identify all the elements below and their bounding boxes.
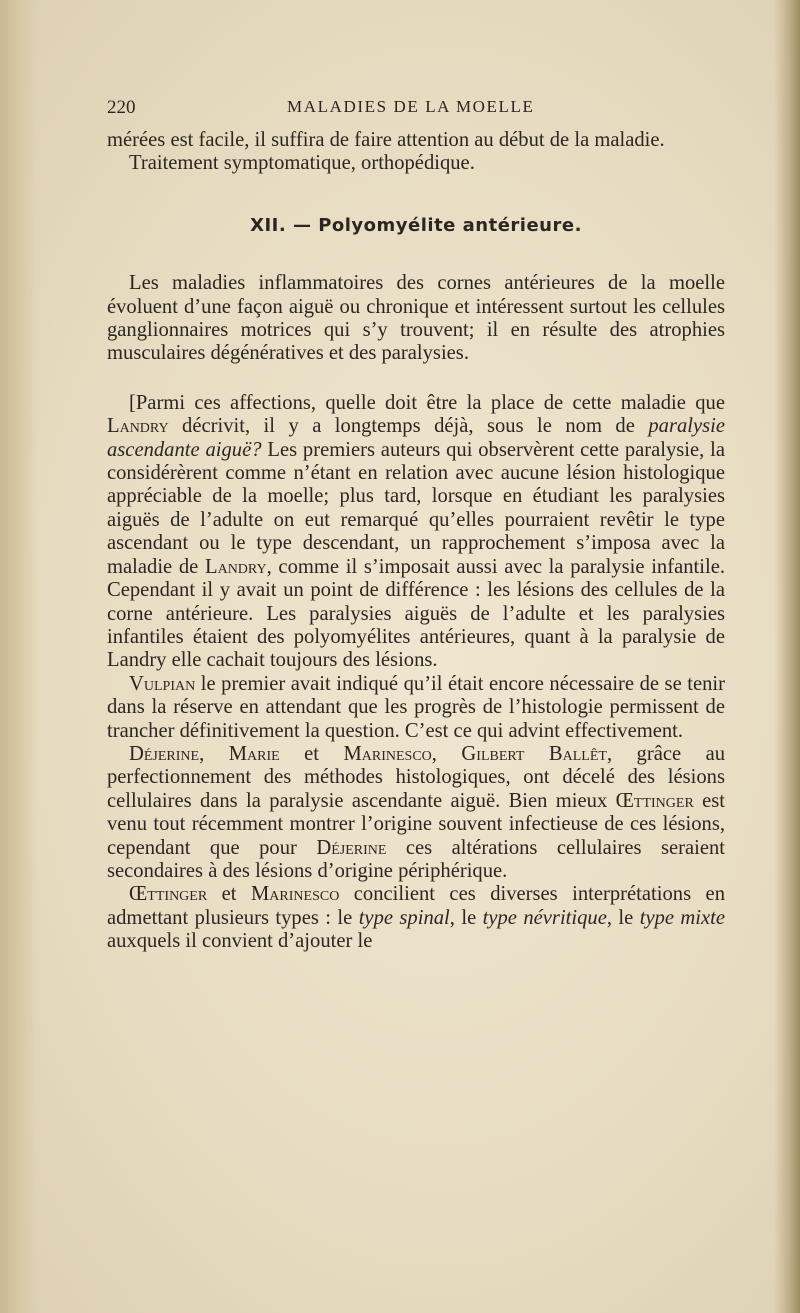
text-run: et xyxy=(207,883,251,906)
paragraph-treatment: Traitement symptomatique, orthopédique. xyxy=(129,152,475,175)
italic-term: paralysie ascendante aiguë? xyxy=(107,415,725,461)
text-run: , grâce au perfectionnement des méthodes histologiques, ont décelé des lésions cellulaires dans la paralysie ascendante aiguë. Bien mieux xyxy=(107,742,726,812)
text-run: et xyxy=(279,742,344,765)
section-title: XII. — Polyomyélite antérieure. xyxy=(250,214,582,236)
author-name: Marinesco xyxy=(250,883,340,906)
text-run: , le xyxy=(449,906,483,929)
author-name: Œttinger xyxy=(615,789,694,812)
author-name: Déjerine xyxy=(316,836,387,859)
text-run: auxquels il convient d’ajouter le xyxy=(107,930,373,953)
paragraph-vulpian xyxy=(107,673,725,743)
text-run: concilient ces diverses interprétations en admettant plusieurs types : le xyxy=(107,883,725,929)
italic-term: type névritique xyxy=(482,906,607,929)
text-run: est venu tout récemment montrer l’origine souvent infectieuse de ces lésions, cependant que pour xyxy=(107,789,725,859)
paragraph-oettinger xyxy=(107,883,725,953)
author-name: Marie xyxy=(228,742,280,765)
author-name: Gilbert Ballêt xyxy=(461,742,607,765)
author-name: Déjerine xyxy=(129,742,200,765)
paragraph-landry xyxy=(107,392,725,673)
paragraph-dejerine: Déjerine, Marie et Marinesco, Gilbert Ballêt, grâce au perfectionnement des méthodes histologiques, ont décelé des lésions cellulaires dans la paralysie ascendante aiguë. Bien mieux Œttinger est venu tout récemment montrer l’origine souvent infectieuse de ces lésions, cependant que pour Déjerine ces altérations cellulaires seraient secondaires à des lésions d’origine périphérique. xyxy=(107,742,726,882)
text-run: le premier avait indiqué qu’il était encore nécessaire de se tenir dans la réserve en attendant que les progrès de l’histologie permissent de trancher définitivement la question. C’est ce qui advint effectivement. xyxy=(107,672,725,742)
author-name: Vulpian xyxy=(129,672,196,695)
page-header xyxy=(107,97,727,123)
page-number: 220 xyxy=(107,97,136,118)
text-run: , le xyxy=(606,906,640,929)
body-text xyxy=(107,129,725,954)
running-title: MALADIES DE LA MOELLE xyxy=(287,97,535,116)
text-run: ces altérations cellulaires seraient secondaires à des lésions d’origine périphérique. xyxy=(107,836,725,882)
text-run: , comme il s’imposait aussi avec la paralysie infantile. Cependant il y avait un point de différence : les lésions des cellules de la corne antérieure. Les paralysies aiguës de l’adulte et les paralysies infantiles étaient des polyomyélites antérieures, quant à la paralysie de Landry elle cachait toujours des lésions. xyxy=(107,555,725,672)
author-name: Marinesco xyxy=(343,742,432,765)
page-edge-left xyxy=(0,0,38,1313)
italic-term: type spinal xyxy=(358,906,450,929)
author-name: Landry xyxy=(205,555,267,578)
text-run: Les premiers auteurs qui observèrent cette paralysie, la considérèrent comme n’étant en relation avec aucune lésion histologique appréciable de la moelle; plus tard, lorsque en étudiant les paralysies aiguës de l’adulte on eut remarqué qu’elles pourraient revêtir le type ascendant ou le type descendant, un rapprochement s’imposa avec la maladie de xyxy=(107,438,725,578)
italic-term: type mixte xyxy=(639,906,726,929)
author-name: Œttinger xyxy=(129,883,208,906)
text-run: décrivit, il y a longtemps déjà, sous le nom de xyxy=(168,415,649,438)
text-run: [Parmi ces affections, quelle doit être la place de cette maladie que xyxy=(129,391,725,414)
page-edge-right xyxy=(774,0,800,1313)
paragraph-continuation: mérées est facile, il suffira de faire attention au début de la maladie. xyxy=(107,129,665,151)
paragraph-intro: Les maladies inflammatoires des cornes antérieures de la moelle évoluent d’une façon aiguë ou chronique et intéressent surtout les cellules ganglionnaires motrices qui s’y trouvent; il en résulte des atrophies musculaires dégénératives et des paralysies. xyxy=(107,272,725,365)
author-name: Landry xyxy=(107,415,169,438)
